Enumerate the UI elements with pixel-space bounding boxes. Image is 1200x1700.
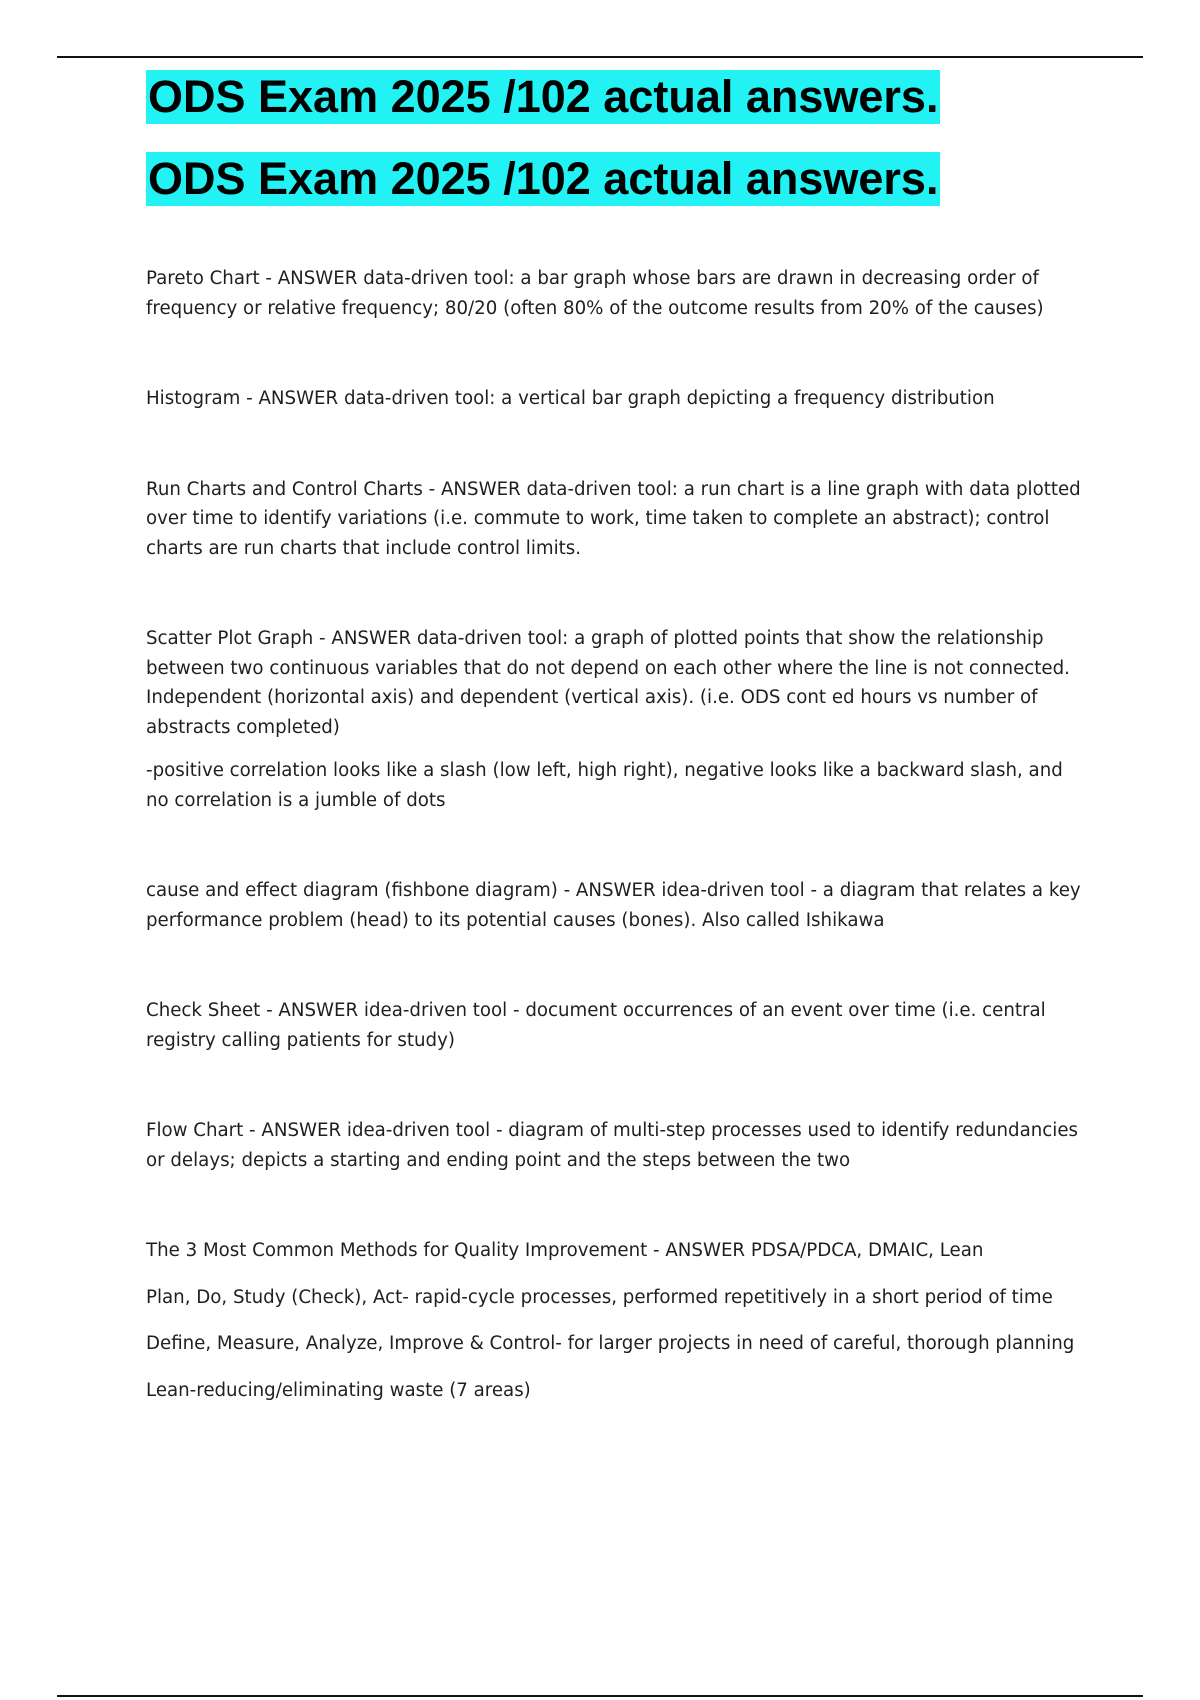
qa-text: cause and effect diagram (fishbone diagram) - ANSWER idea-driven tool - a diagram that relates a key performance problem (head) to its potential causes (bones). Also called Ishikawa [146, 880, 1081, 931]
document-body [146, 70, 1086, 1466]
qa-text-lean: Lean-reducing/eliminating waste (7 areas) [146, 1379, 531, 1401]
qa-entry-scatter-plot [146, 624, 1086, 815]
qa-text-dmaic: Define, Measure, Analyze, Improve & Control- for larger projects in need of careful, thorough planning [146, 1333, 1075, 1354]
qa-entry-flow-chart [146, 1116, 1086, 1175]
qa-list [146, 264, 1086, 1405]
bottom-rule [57, 1695, 1143, 1697]
qa-entry-check-sheet [146, 996, 1086, 1055]
qa-text: Check Sheet - ANSWER idea-driven tool - document occurrences of an event over time (i.e. central registry calling patients for study) [146, 1000, 1046, 1051]
qa-entry-pareto-chart [146, 264, 1086, 323]
qa-text: Pareto Chart - ANSWER data-driven tool: a bar graph whose bars are drawn in decreasing order of frequency or relative frequency; 80/20 (often 80% of the outcome results from 20% of the causes) [146, 268, 1044, 319]
top-rule [57, 56, 1143, 58]
document-title-repeat: ODS Exam 2025 /102 actual answers. [148, 153, 939, 204]
qa-entry-run-charts [146, 475, 1086, 564]
qa-text-note: -positive correlation looks like a slash (low left, high right), negative looks like a backward slash, and no correlation is a jumble of dots [146, 760, 1063, 811]
title-line-2 [146, 152, 1086, 234]
qa-entry-quality-methods [146, 1236, 1086, 1405]
qa-entry-histogram [146, 384, 1086, 414]
qa-text-pdsa: Plan, Do, Study (Check), Act- rapid-cycle processes, performed repetitively in a short period of time [146, 1286, 1053, 1308]
qa-text: Histogram - ANSWER data-driven tool: a vertical bar graph depicting a frequency distribution [146, 388, 995, 409]
qa-text: The 3 Most Common Methods for Quality Improvement - ANSWER PDSA/PDCA, DMAIC, Lean [146, 1240, 984, 1261]
qa-text: Flow Chart - ANSWER idea-driven tool - diagram of multi-step processes used to identify redundancies or delays; depicts a starting and ending point and the steps between the two [146, 1120, 1078, 1171]
title-line-1 [146, 70, 1086, 152]
qa-entry-fishbone-diagram [146, 876, 1086, 935]
document-title: ODS Exam 2025 /102 actual answers. [148, 71, 939, 122]
qa-text: Run Charts and Control Charts - ANSWER data-driven tool: a run chart is a line graph with data plotted over time to identify variations (i.e. commute to work, time taken to complete an abstract); control charts are run charts that include control limits. [146, 478, 1081, 559]
qa-text: Scatter Plot Graph - ANSWER data-driven tool: a graph of plotted points that show the relationship between two continuous variables that do not depend on each other where the line is not connected. Independent (horizontal axis) and dependent (vertical axis). (i.e. ODS cont ed hours vs number of abstracts completed) [146, 628, 1070, 738]
